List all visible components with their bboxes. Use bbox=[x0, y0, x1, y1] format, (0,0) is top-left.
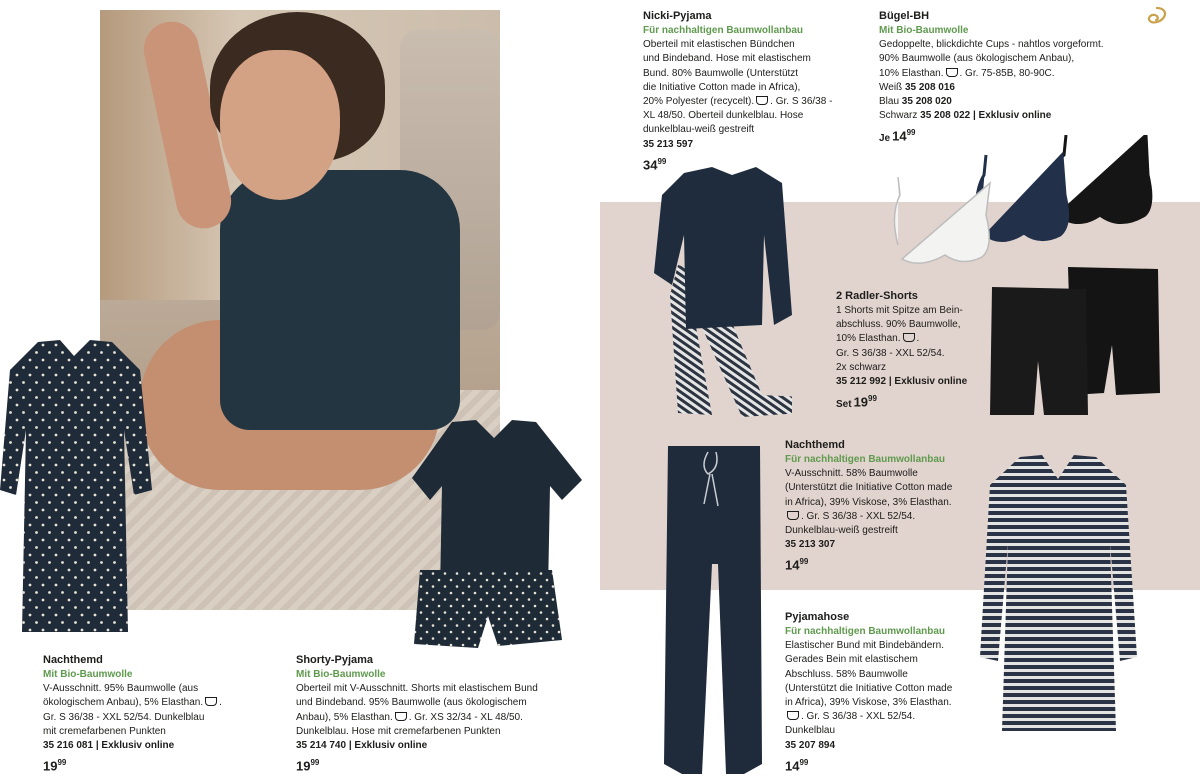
wash-icon bbox=[903, 333, 915, 342]
article-number: 35 207 894 bbox=[785, 739, 836, 751]
product-subtitle: Mit Bio-Baumwolle bbox=[296, 669, 386, 680]
product-buegel-bh bbox=[879, 9, 1139, 146]
article-number: 35 216 081 | Exklusiv online bbox=[43, 740, 175, 752]
product-subtitle: Für nachhaltigen Baumwollanbau bbox=[785, 454, 946, 465]
shorty-pyjama-image[interactable] bbox=[412, 420, 584, 665]
article-number: 35 214 740 | Exklusiv online bbox=[296, 740, 428, 752]
product-nachthemd-dots bbox=[43, 653, 273, 774]
price: Set $19^{99}$ bbox=[836, 394, 877, 410]
product-title: Shorty-Pyjama bbox=[296, 654, 374, 666]
wash-icon bbox=[787, 711, 799, 720]
dotted-nightdress-image[interactable] bbox=[0, 340, 152, 640]
product-description: V-Ausschnitt. 58% Baumwolle (Unterstützt die Initiative Cotton made in Africa), 39% Viskose, 3% Elasthan. . Gr. S 36/38 - XXL 52/54. Dunkelblau-weiß gestreift bbox=[785, 468, 953, 537]
product-radler-shorts bbox=[836, 289, 986, 412]
price: $14^{99}$ bbox=[785, 757, 809, 774]
product-nachthemd-stripes bbox=[785, 438, 980, 573]
tchibo-bean-icon bbox=[1145, 6, 1169, 28]
product-description: V-Ausschnitt. 95% Baumwolle (aus ökologischem Anbau), 5% Elasthan. . Gr. S 36/38 - XXL 52/54. Dunkelblau mit cremefarbenen Punkten bbox=[43, 683, 222, 737]
wash-icon bbox=[787, 511, 799, 520]
product-description: Oberteil mit elastischen Bündchen und Bindeband. Hose mit elastischem Bund. 80% Baumwolle (Unterstützt die Initiative Cotton made in Africa), 20% Polyester (recycelt). . Gr. S 36/38 - XL 48/50. Oberteil dunkelblau. Hose dunkelblau-weiß gestreift bbox=[643, 39, 833, 136]
pyjama-pants-image[interactable] bbox=[660, 444, 765, 776]
product-subtitle: Für nachhaltigen Baumwollanbau bbox=[643, 25, 804, 36]
article-number: 35 212 992 | Exklusiv online bbox=[836, 376, 968, 388]
product-shorty-pyjama bbox=[296, 653, 566, 774]
product-title: Pyjamahose bbox=[785, 611, 850, 623]
product-subtitle: Mit Bio-Baumwolle bbox=[879, 25, 969, 36]
variant-row: Blau 35 208 020 bbox=[879, 96, 952, 108]
product-description: Gedoppelte, blickdichte Cups - nahtlos vorgeformt. 90% Baumwolle (aus ökologischem Anbau), 10% Elasthan. . Gr. 75-85B, 80-90C. bbox=[879, 39, 1104, 79]
article-number: 35 213 597 bbox=[643, 138, 694, 150]
product-title: Bügel-BH bbox=[879, 10, 930, 22]
article-number: 35 213 307 bbox=[785, 539, 836, 551]
product-subtitle: Mit Bio-Baumwolle bbox=[43, 669, 133, 680]
wash-icon bbox=[395, 712, 407, 721]
wash-icon bbox=[946, 68, 958, 77]
price: $19^{99}$ bbox=[296, 758, 320, 774]
product-description: Oberteil mit V-Ausschnitt. Shorts mit elastischem Bund und Bindeband. 95% Baumwolle (aus ökologischem Anbau), 5% Elasthan. . Gr. XS 32/34 - XL 48/50. Dunkelblau. Hose mit cremefarbenen Punkten bbox=[296, 683, 538, 737]
price: Je $14^{99}$ bbox=[879, 128, 916, 144]
bras-image[interactable] bbox=[890, 135, 1155, 270]
product-title: 2 Radler-Shorts bbox=[836, 290, 918, 302]
nicki-pyjama-image[interactable] bbox=[652, 165, 792, 420]
radler-shorts-image[interactable] bbox=[988, 265, 1160, 415]
price: $19^{99}$ bbox=[43, 758, 67, 774]
product-description: Elastischer Bund mit Bindebändern. Gerades Bein mit elastischem Abschluss. 58% Baumwolle (Unterstützt die Initiative Cotton made in Africa), 39% Viskose, 3% Elasthan. . Gr. S 36/38 - XXL 52/54. Dunkelblau bbox=[785, 640, 953, 737]
price: $34^{99}$ bbox=[643, 156, 667, 173]
product-nicki-pyjama bbox=[643, 9, 858, 172]
variant-row: Weiß 35 208 016 bbox=[879, 81, 955, 93]
product-title: Nicki-Pyjama bbox=[643, 10, 712, 22]
price: $14^{99}$ bbox=[785, 557, 809, 573]
product-subtitle: Für nachhaltigen Baumwollanbau bbox=[785, 626, 946, 637]
variant-row: Schwarz 35 208 022 | Exklusiv online bbox=[879, 110, 1052, 122]
wash-icon bbox=[205, 697, 217, 706]
product-title: Nachthemd bbox=[785, 439, 845, 451]
wash-icon bbox=[756, 96, 768, 105]
product-title: Nachthemd bbox=[43, 654, 103, 666]
striped-nightdress-image[interactable] bbox=[980, 455, 1137, 733]
product-description: 1 Shorts mit Spitze am Bein- abschluss. 90% Baumwolle, 10% Elasthan. . Gr. S 36/38 - XXL 52/54. 2x schwarz bbox=[836, 305, 963, 373]
product-pyjamahose bbox=[785, 610, 980, 773]
